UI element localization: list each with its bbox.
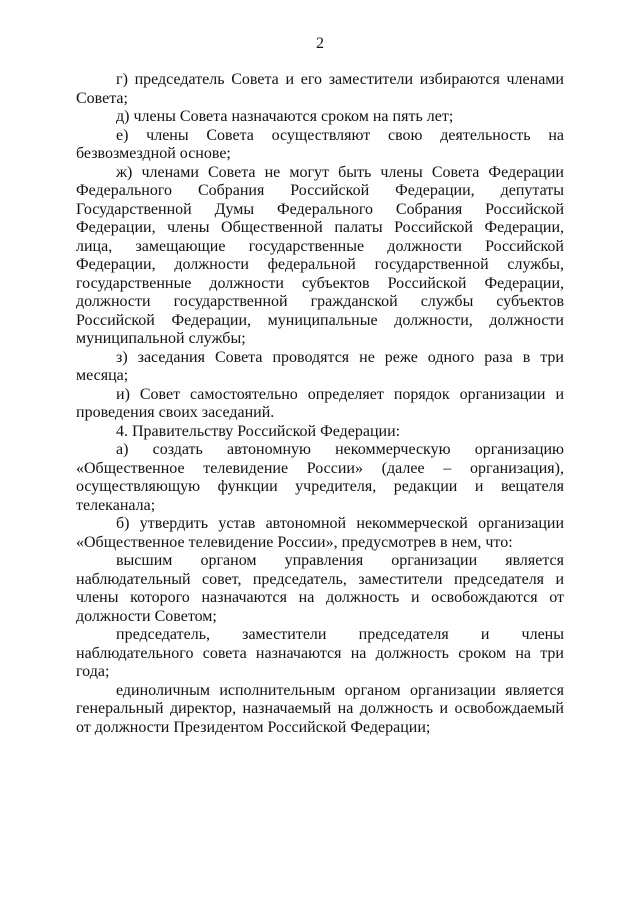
paragraph-z: з) заседания Совета проводятся не реже одного раза в три месяца; — [76, 348, 564, 384]
paragraph-zh: ж) членами Совета не могут быть члены Совета Федерации Федерального Собрания Российской Федерации, депутаты Государственной Думы Федерального Собрания Российской Федерации, члены Общественной палаты Российской Федерации, лица, замещающие государственные должности Российской Федерации, должности федеральной государственной службы, государственные должности субъектов Российской Федерации, должности государственной гражданской службы субъектов Российской Федерации, муниципальные должности, должности муниципальной службы; — [76, 163, 564, 347]
paragraph-board-term: председатель, заместители председателя и члены наблюдательного совета назначаются на должность сроком на три года; — [76, 626, 564, 680]
paragraph-general-director: единоличным исполнительным органом организации является генеральный директор, назначаемый на должность и освобождаемый от должности Президентом Российской Федерации; — [76, 681, 564, 736]
paragraph-b: б) утвердить устав автономной некоммерческой организации «Общественное телевидение России», предусмотрев в нем, что: — [76, 515, 564, 551]
document-body — [76, 71, 564, 737]
paragraph-e: е) члены Совета осуществляют свою деятельность на безвозмездной основе; — [76, 126, 564, 162]
paragraph-supervisory-board: высшим органом управления организации является наблюдательный совет, председатель, заместители председателя и члены которого назначаются на должность и освобождаются от должности Советом; — [76, 552, 564, 625]
paragraph-g: г) председатель Совета и его заместители избираются членами Совета; — [76, 71, 564, 107]
section-4-heading: 4. Правительству Российской Федерации: — [116, 422, 401, 440]
page-number: 2 — [316, 35, 324, 52]
paragraph-d: д) члены Совета назначаются сроком на пять лет; — [116, 108, 454, 125]
paragraph-a: а) создать автономную некоммерческую организацию «Общественное телевидение России» (далее – организация), осуществляющую функции учредителя, редакции и вещателя телеканала; — [76, 441, 564, 514]
paragraph-i: и) Совет самостоятельно определяет порядок организации и проведения своих заседаний. — [76, 385, 564, 421]
